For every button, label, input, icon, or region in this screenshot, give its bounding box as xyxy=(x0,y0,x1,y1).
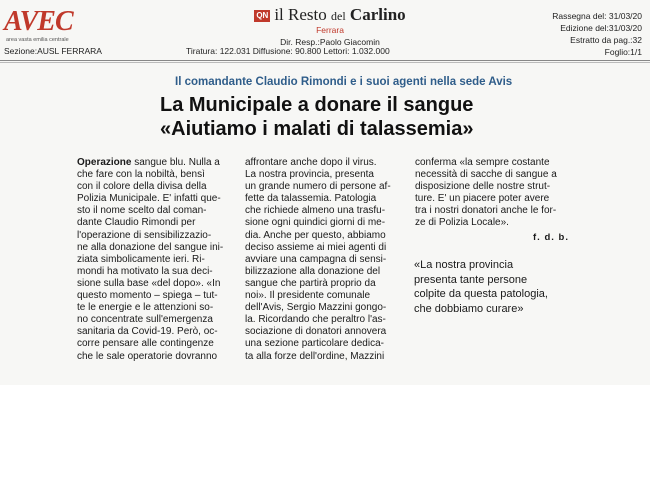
article-column-1 xyxy=(77,157,232,363)
column-line: che le sale operatorie dovranno xyxy=(77,350,218,362)
lead-word: Operazione xyxy=(77,157,132,168)
lead-line-rest: sangue blu. Nulla a xyxy=(131,157,220,168)
masthead-city: Ferrara xyxy=(316,25,344,35)
column-line: ta alla forze dell'ordine, Mazzini xyxy=(245,350,385,362)
header-divider-secondary xyxy=(0,62,650,63)
column-line: un grande numero di persone af- xyxy=(245,181,391,193)
column-line: bilizzazione alla donazione del xyxy=(245,265,381,277)
masthead-title-part-c: Carlino xyxy=(349,5,406,24)
column-line: te le energie e le attenzioni so- xyxy=(77,302,214,314)
column-line: fette da talassemia. Patologia xyxy=(245,193,377,205)
column-line: una sezione particolare dedica- xyxy=(245,338,384,350)
column-line: dia. Anche per questo, abbiamo xyxy=(245,229,386,241)
column-line: ture. E' un piacere poter avere xyxy=(415,193,550,205)
edition-date: Edizione del:31/03/20 xyxy=(560,23,642,33)
column-line: no concentrate sull'emergenza xyxy=(77,314,213,326)
column-line: sangue che partirà proprio da xyxy=(245,277,376,289)
column-line: sione ogni quindici giorni di me- xyxy=(245,217,386,229)
column-line: che richiede almeno una trasfu- xyxy=(245,205,386,217)
column-line: noi». Il presidente comunale xyxy=(245,290,371,302)
masthead-title-part-a: il Resto xyxy=(274,5,327,24)
column-line: sanitaria da Covid-19. Però, oc- xyxy=(77,326,218,338)
column-line: che fare con la nobiltà, bensì xyxy=(77,169,205,181)
pull-quote xyxy=(414,258,548,316)
column-line: Polizia Municipale. E' infatti que- xyxy=(77,193,221,205)
column-line: La nostra provincia, presenta xyxy=(245,169,374,181)
column-line: corre pensare alle contingenze xyxy=(77,338,214,350)
quote-line: presenta tante persone xyxy=(414,273,528,286)
circulation-line: Tiratura: 122.031 Diffusione: 90.800 Lettori: 1.032.000 xyxy=(186,46,390,56)
masthead-title xyxy=(274,6,405,25)
rassegna-date: Rassegna del: 31/03/20 xyxy=(552,11,642,21)
article-column-2 xyxy=(245,157,403,363)
column-line: deciso assieme ai miei agenti di xyxy=(245,241,387,253)
qn-badge: QN xyxy=(256,10,269,20)
column-line: dante Claudio Rimondi per xyxy=(77,217,196,229)
header-divider xyxy=(0,60,650,61)
column-line: ziata simbolicamente ieri. Ri- xyxy=(77,253,205,265)
column-line: ze di Polizia Locale». xyxy=(415,217,509,229)
column-line: dell'Avis, Sergio Mazzini gongo- xyxy=(245,302,387,314)
sheet-count: Foglio:1/1 xyxy=(604,47,642,57)
masthead-title-row xyxy=(245,6,415,25)
quote-line: colpite da questa patologia, xyxy=(414,288,548,300)
column-line: sociazione di donatori annovera xyxy=(245,326,387,338)
column-line: sto il nome scelto dal coman- xyxy=(77,205,207,217)
author-signature: f. d. b. xyxy=(533,232,569,243)
director-line: Dir. Resp.:Paolo Giacomin xyxy=(280,37,380,47)
column-line: sione sulla base «del dopo». «In xyxy=(77,277,221,289)
blank-area xyxy=(0,385,650,477)
column-line: ne alla donazione del sangue ini- xyxy=(77,241,224,253)
column-line: disposizione delle nostre strut- xyxy=(415,181,551,193)
article-headline xyxy=(160,93,473,141)
column-line: l'operazione di sensibilizzazio- xyxy=(77,229,212,241)
headline-line-1: La Municipale a donare il sangue xyxy=(160,94,474,116)
column-line: con il colore della divisa della xyxy=(77,181,207,193)
column-line: questo momento – spiega – tut- xyxy=(77,290,218,302)
column-line: mondi ha motivato la sua deci- xyxy=(77,265,213,277)
newspaper-masthead xyxy=(245,6,415,47)
avec-logo-block xyxy=(4,6,134,43)
article-column-3 xyxy=(415,157,575,230)
column-line: necessità di sacche di sangue a xyxy=(415,169,557,181)
avec-logo xyxy=(4,6,134,36)
masthead-title-part-b: del xyxy=(331,9,346,23)
column-line: avviare una campagna di sensi- xyxy=(245,253,387,265)
quote-line: che dobbiamo curare» xyxy=(414,302,524,315)
column-line: tra i nostri donatori anche le for- xyxy=(415,205,557,217)
quote-line: «La nostra provincia xyxy=(414,259,514,271)
section-label: Sezione:AUSL FERRARA xyxy=(4,46,102,56)
column-line: affrontare anche dopo il virus. xyxy=(245,157,377,168)
page-extract: Estratto da pag.:32 xyxy=(570,35,642,45)
clipping-meta xyxy=(552,10,642,58)
avec-logo-text: AVEC xyxy=(4,6,73,37)
column-line: la. Ricordando che peraltro l'as- xyxy=(245,314,386,326)
avec-logo-tagline: area vasta emilia centrale xyxy=(6,37,69,43)
article-kicker: Il comandante Claudio Rimondi e i suoi agenti nella sede Avis xyxy=(175,76,513,88)
column-line: conferma «la sempre costante xyxy=(415,157,550,168)
headline-line-2: «Aiutiamo i malati di talassemia» xyxy=(160,118,474,140)
column-line xyxy=(77,157,232,169)
